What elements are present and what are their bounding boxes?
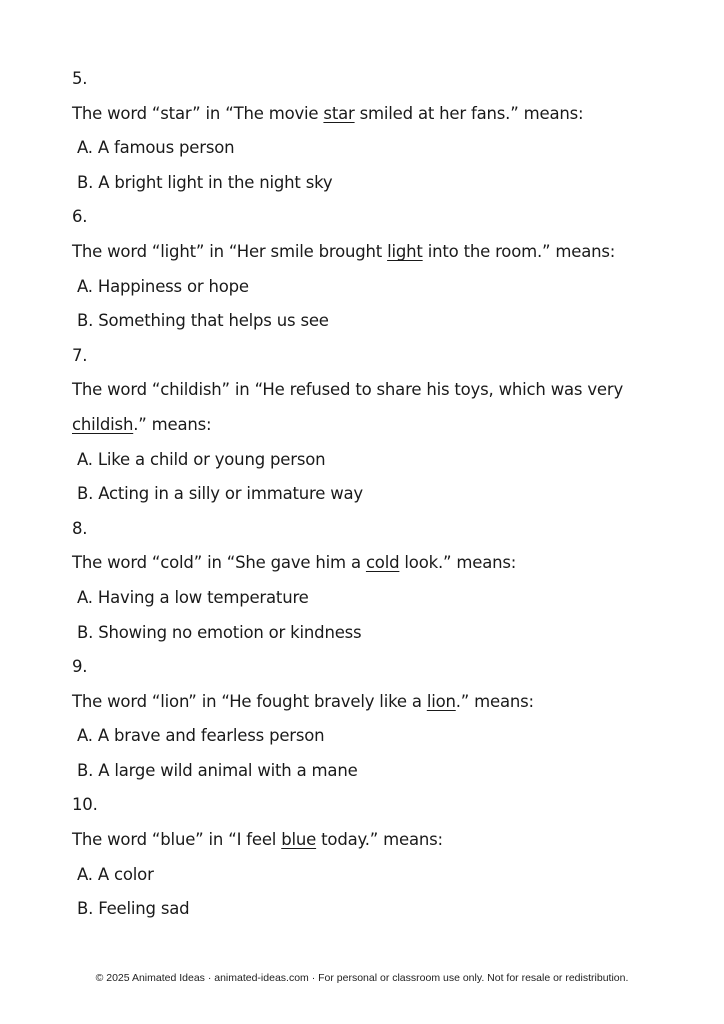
question-text-pre: The word “light” in “Her smile brought [72, 241, 388, 261]
question-text [72, 97, 652, 132]
question-text-pre: The word “childish” in “He refused to share his toys, which was very [72, 380, 624, 400]
question-10 [72, 788, 652, 926]
question-7 [72, 339, 652, 512]
question-text-pre: The word “blue” in “I feel [72, 830, 282, 850]
option-a: A. A color [77, 864, 154, 884]
question-number: 9. [72, 657, 88, 677]
underlined-word: blue [281, 830, 317, 850]
question-text [72, 235, 652, 270]
question-text-post: today.” means: [316, 830, 443, 850]
question-number: 7. [72, 345, 88, 365]
underlined-word: lion [426, 691, 456, 711]
option-a: A. Like a child or young person [77, 449, 326, 469]
option-b: B. Showing no emotion or kindness [77, 622, 362, 642]
option-b: B. Acting in a silly or immature way [77, 484, 363, 504]
question-8 [72, 512, 652, 650]
worksheet-content [72, 62, 652, 927]
question-text-post: into the room.” means: [422, 241, 616, 261]
question-text [72, 373, 652, 442]
question-text-post: .” means: [133, 414, 212, 434]
option-b: B. Feeling sad [77, 899, 190, 919]
underlined-word: cold [365, 553, 400, 573]
copyright-footer: © 2025 Animated Ideas · animated-ideas.com · For personal or classroom use only. Not for resale or redistribution. [95, 972, 629, 984]
question-text-post: .” means: [455, 691, 534, 711]
question-number: 5. [72, 69, 88, 88]
question-number: 8. [72, 518, 88, 538]
option-a: A. A famous person [77, 138, 235, 158]
option-a: A. Happiness or hope [77, 276, 249, 296]
question-text-post: smiled at her fans.” means: [354, 103, 584, 123]
underlined-word: childish [72, 414, 134, 434]
question-5 [72, 62, 652, 200]
option-b: B. A bright light in the night sky [77, 172, 333, 192]
question-text [72, 546, 652, 581]
underlined-word: star [323, 103, 355, 123]
question-text-post: look.” means: [399, 553, 517, 573]
question-text [72, 685, 652, 720]
question-number: 6. [72, 207, 88, 227]
question-text-pre: The word “star” in “The movie [72, 103, 324, 123]
question-number: 10. [72, 795, 98, 815]
question-9 [72, 650, 652, 788]
underlined-word: light [387, 241, 423, 261]
option-b: B. Something that helps us see [77, 311, 329, 331]
option-a: A. Having a low temperature [77, 587, 309, 607]
question-6 [72, 200, 652, 338]
option-a: A. A brave and fearless person [77, 726, 325, 746]
question-text [72, 823, 652, 858]
question-text-pre: The word “lion” in “He fought bravely like a [72, 691, 427, 711]
question-text-pre: The word “cold” in “She gave him a [72, 553, 366, 573]
option-b: B. A large wild animal with a mane [77, 760, 358, 780]
